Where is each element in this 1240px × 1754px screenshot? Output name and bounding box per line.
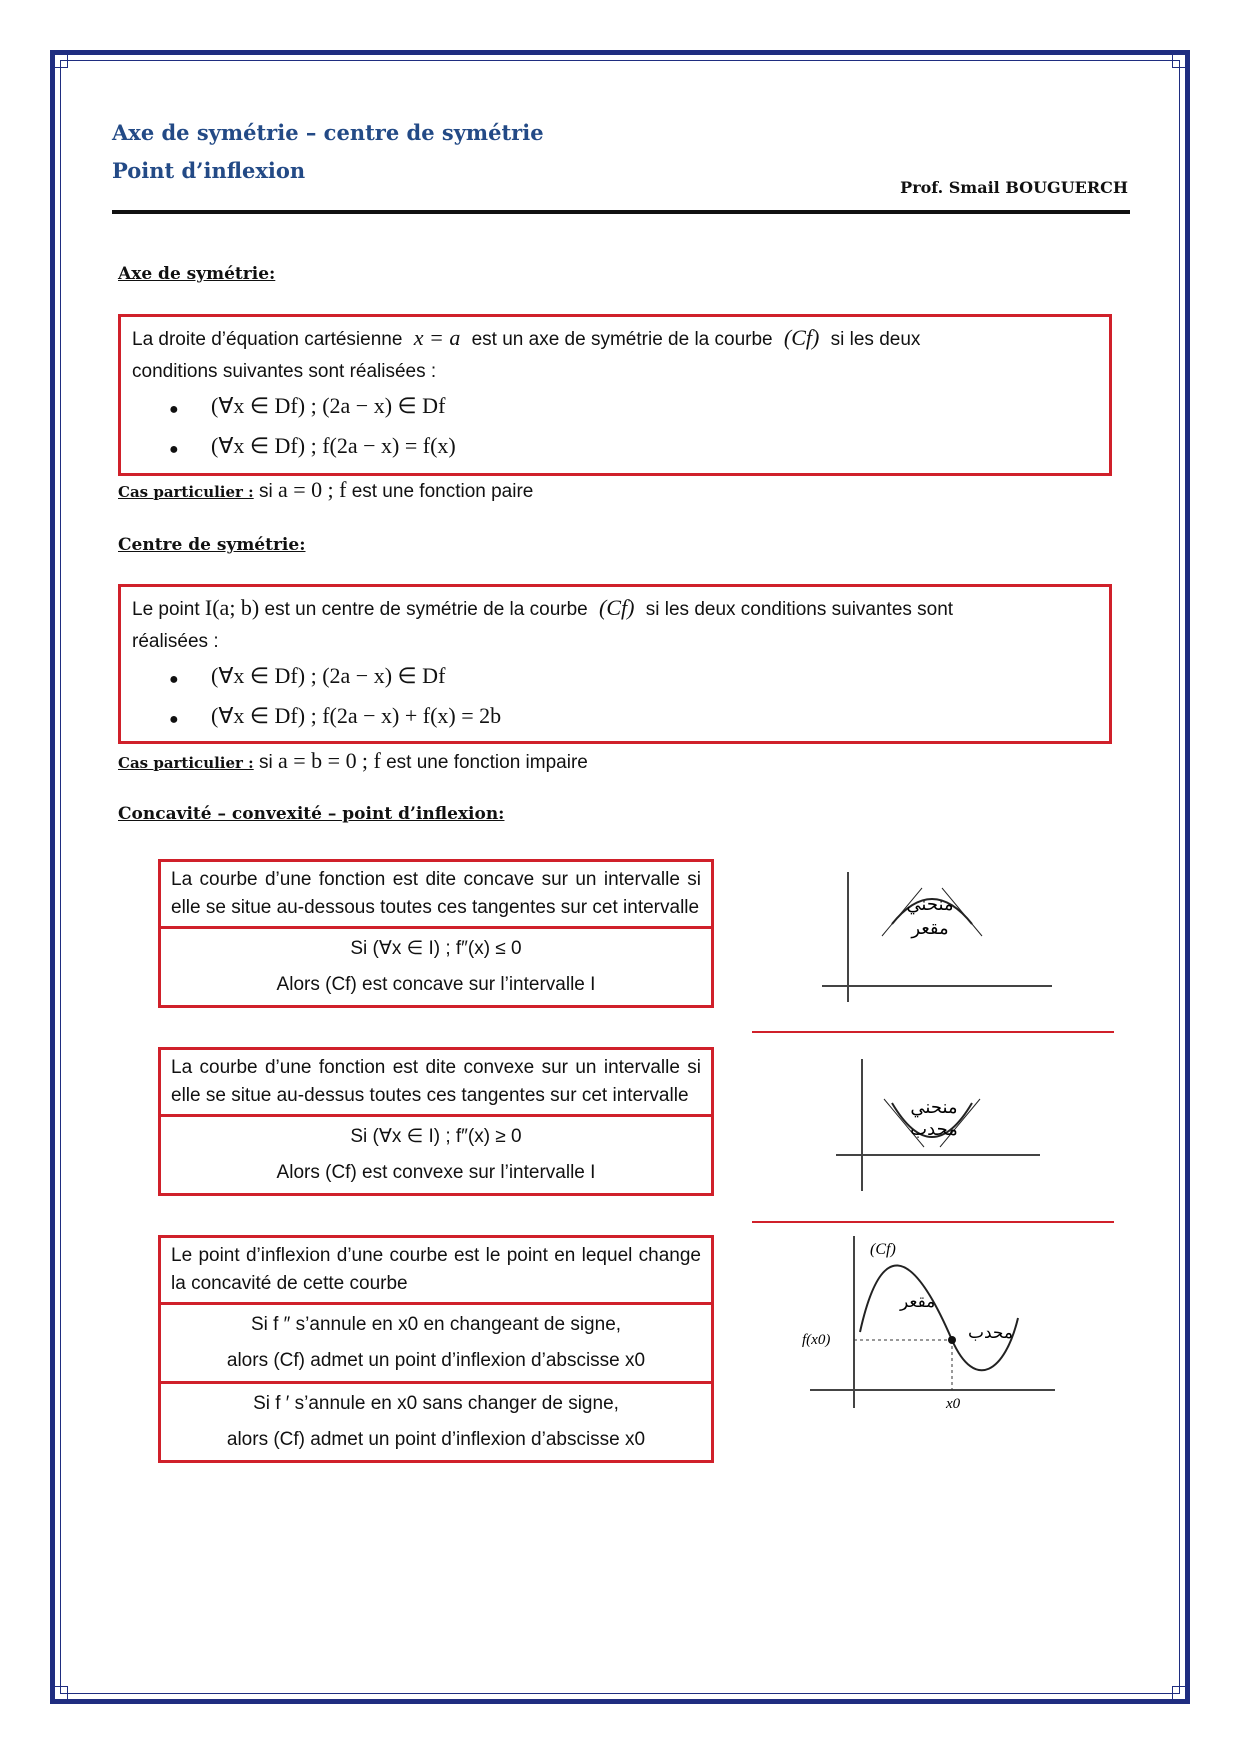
centre-condition-2: (∀x ∈ Df) ; f(2a − x) + f(x) = 2b	[211, 703, 502, 728]
figure-separator	[752, 1221, 1114, 1223]
convexe-label: محدب	[910, 1119, 958, 1140]
point-symbol: I(a; b)	[204, 595, 260, 620]
concave-condition: Si (∀x ∈ I) ; f″(x) ≤ 0 Alors (Cf) est concave sur l’intervalle I	[161, 926, 711, 1005]
corner-ornament	[50, 50, 68, 68]
convexe-definition: La courbe d’une fonction est dite convexe sur un intervalle si elle se situe au-dessus toutes ces tangentes sur cet intervalle	[171, 1057, 701, 1106]
axe-equation: x = a	[413, 325, 461, 350]
convexe-label: محدب	[968, 1323, 1014, 1343]
x0-label: x0	[946, 1396, 961, 1412]
centre-definition-box	[118, 584, 1112, 744]
curve-symbol: (Cf)	[599, 595, 635, 620]
convexe-table	[158, 1047, 714, 1196]
axe-cas-particulier: Cas particulier : si a = 0 ; f est une fonction paire	[118, 477, 534, 502]
axe-definition-box	[118, 314, 1112, 476]
curve-symbol: (Cf)	[783, 325, 820, 350]
axe-intro-line-2: conditions suivantes sont réalisées :	[132, 361, 437, 382]
fx0-label: f(x0)	[802, 1332, 831, 1348]
concave-figure	[812, 862, 1072, 1002]
author: Prof. Smail BOUGUERCH	[900, 178, 1128, 197]
centre-intro-line: Le point I(a; b) est un centre de symétrie de la courbe (Cf) si les deux conditions suivantes sont	[132, 595, 954, 620]
inflexion-condition-2: Si f ′ s’annule en x0 sans changer de signe, alors (Cf) admet un point d’inflexion d’abscisse x0	[161, 1381, 711, 1460]
centre-intro-line-2: réalisées :	[132, 631, 219, 652]
inflexion-curve	[860, 1265, 1018, 1370]
section-centre-heading: Centre de symétrie:	[118, 535, 306, 555]
corner-ornament	[1172, 50, 1190, 68]
figure-separator	[752, 1031, 1114, 1033]
corner-ornament	[1172, 1686, 1190, 1704]
bullet-icon: ●	[169, 441, 179, 458]
curve-label: (Cf)	[870, 1241, 896, 1258]
inflexion-point	[948, 1336, 956, 1344]
section-concavite-heading: Concavité – convexité – point d’inflexion:	[118, 804, 505, 824]
inflexion-table	[158, 1235, 714, 1463]
corner-ornament	[50, 1686, 68, 1704]
centre-cas-particulier: Cas particulier : si a = b = 0 ; f est une fonction impaire	[118, 748, 588, 773]
header-rule	[112, 210, 1130, 214]
convexe-figure	[830, 1055, 1050, 1195]
concave-label: مقعر	[900, 1292, 936, 1312]
axe-condition-2: (∀x ∈ Df) ; f(2a − x) = f(x)	[211, 433, 456, 458]
concave-table	[158, 859, 714, 1008]
bullet-icon: ●	[169, 401, 179, 418]
convexe-label: منحني	[910, 1097, 958, 1118]
inflexion-definition: Le point d’inflexion d’une courbe est le point en lequel change la concavité de cette courbe	[171, 1245, 701, 1294]
concave-definition: La courbe d’une fonction est dite concave sur un intervalle si elle se situe au-dessous toutes ces tangentes sur cet intervalle	[171, 869, 701, 918]
bullet-icon: ●	[169, 671, 179, 688]
bullet-icon: ●	[169, 711, 179, 728]
inflexion-figure	[800, 1232, 1060, 1412]
page-title: Axe de symétrie – centre de symétrie	[112, 120, 544, 145]
section-axe-heading: Axe de symétrie:	[118, 264, 276, 284]
axe-intro-line: La droite d’équation cartésienne x = a est un axe de symétrie de la courbe (Cf) si les deux	[132, 325, 921, 350]
centre-condition-1: (∀x ∈ Df) ; (2a − x) ∈ Df	[211, 663, 446, 688]
concave-label: مقعر	[911, 918, 949, 939]
axe-condition-1: (∀x ∈ Df) ; (2a − x) ∈ Df	[211, 393, 446, 418]
concave-label: منحني	[906, 894, 954, 915]
inflexion-condition-1: Si f ″ s’annule en x0 en changeant de signe, alors (Cf) admet un point d’inflexion d’abscisse x0	[161, 1302, 711, 1381]
convexe-condition: Si (∀x ∈ I) ; f″(x) ≥ 0 Alors (Cf) est convexe sur l’intervalle I	[161, 1114, 711, 1193]
page-subtitle: Point d’inflexion	[112, 158, 306, 183]
